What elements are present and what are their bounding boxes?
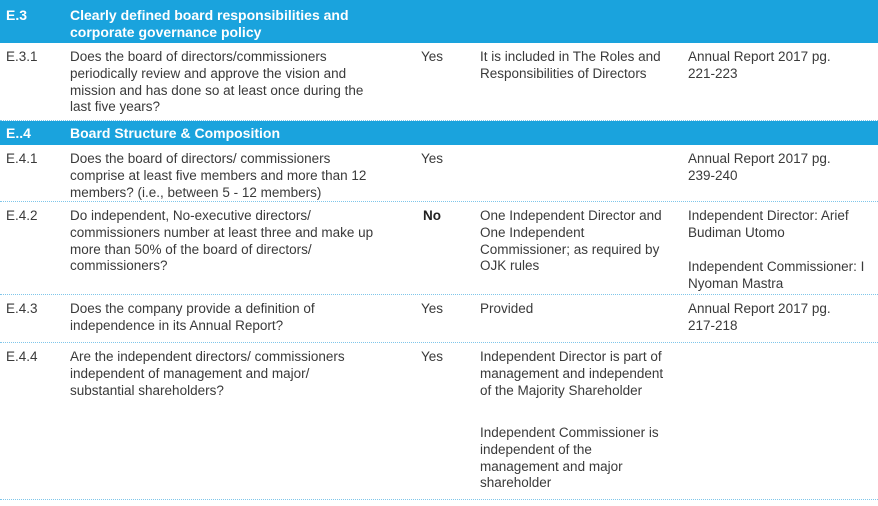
section-header-e3 — [0, 0, 878, 43]
row-question: Does the company provide a definition of independence in its Annual Report? — [70, 301, 315, 333]
table-row-e4-4 — [0, 343, 878, 500]
row-remarks: Provided — [480, 301, 534, 316]
row-question: Do independent, No-executive directors/ commissioners number at least three and make up more than 50% of the board of directors/ commissioners? — [70, 208, 374, 274]
row-reference: Annual Report 2017 pg. 239-240 — [688, 151, 831, 183]
row-answer: No — [423, 208, 441, 223]
section-title: Board Structure & Composition — [70, 125, 281, 141]
table-row-e4-3 — [0, 295, 878, 343]
section-header-e4 — [0, 121, 878, 145]
row-answer: Yes — [420, 301, 444, 316]
row-answer: Yes — [420, 349, 444, 364]
row-reference-director: Independent Director: Arief Budiman Utomo — [688, 208, 849, 240]
row-question: Are the independent directors/ commissioners independent of management and major/ substantial shareholders? — [70, 349, 345, 398]
row-reference-commissioner: Independent Commissioner: I Nyoman Mastra — [688, 259, 865, 291]
row-code: E.3.1 — [6, 49, 38, 64]
row-code: E.4.3 — [6, 301, 38, 316]
table-row-e4-2 — [0, 202, 878, 295]
table-row-e3-1 — [0, 43, 878, 121]
row-reference: Annual Report 2017 pg. 221-223 — [688, 49, 831, 81]
row-remarks: It is included in The Roles and Responsibilities of Directors — [480, 49, 661, 81]
row-code: E.4.2 — [6, 208, 38, 223]
section-code: E.3 — [6, 7, 28, 23]
section-title: Clearly defined board responsibilities and corporate governance policy — [70, 7, 349, 40]
row-answer: Yes — [420, 151, 444, 166]
table-row-e4-1 — [0, 145, 878, 202]
row-remarks-director: Independent Director is part of management and independent of the Majority Shareholder — [480, 349, 664, 398]
row-reference: Annual Report 2017 pg. 217-218 — [688, 301, 831, 333]
row-remarks-commissioner: Independent Commissioner is independent of the management and major shareholder — [480, 425, 659, 491]
row-question: Does the board of directors/ commissioners comprise at least five members and more than 12 members? (i.e., between 5 - 12 members) — [70, 151, 367, 200]
row-code: E.4.1 — [6, 151, 38, 166]
row-code: E.4.4 — [6, 349, 38, 364]
row-question: Does the board of directors/commissioners periodically review and approve the vision and mission and has done so at least once during the last five years? — [70, 49, 364, 115]
row-remarks: One Independent Director and One Independent Commissioner; as required by OJK rules — [480, 208, 662, 274]
section-code: E..4 — [6, 125, 31, 141]
row-answer: Yes — [420, 49, 444, 64]
